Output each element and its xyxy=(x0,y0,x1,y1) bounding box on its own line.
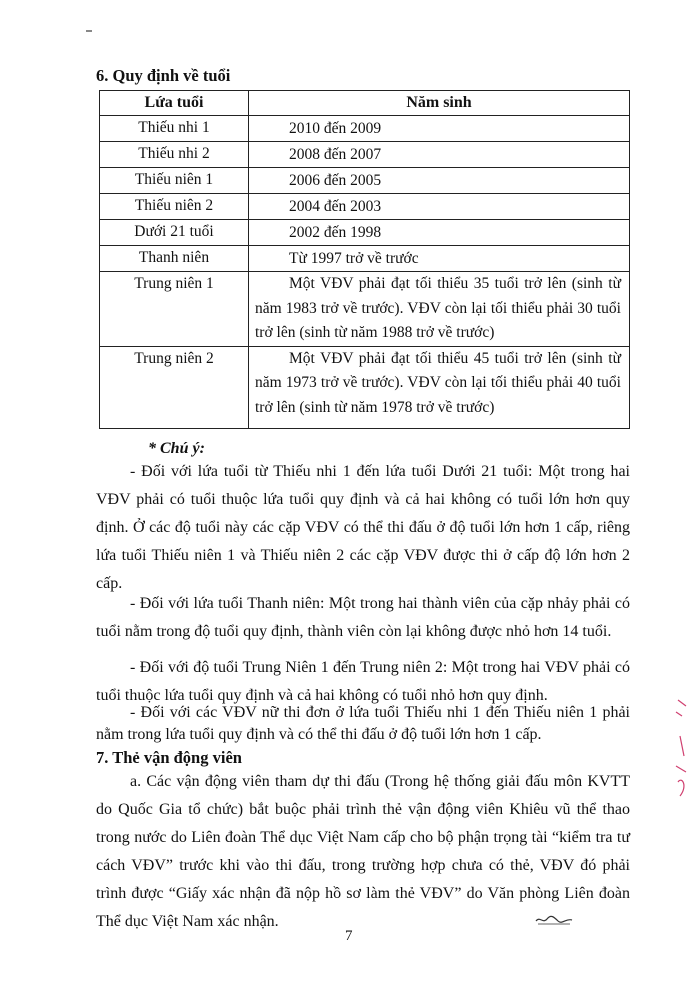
cell-birth-year: 2008 đến 2007 xyxy=(249,142,630,168)
cell-age-group: Thanh niên xyxy=(100,246,249,272)
table-row xyxy=(100,272,630,347)
section-heading-age: 6. Quy định về tuổi xyxy=(96,66,231,85)
cell-birth-year: 2010 đến 2009 xyxy=(249,116,630,142)
note-paragraph: - Đối với độ tuổi Trung Niên 1 đến Trung niên 2: Một trong hai VĐV phải có tuổi thuộc lứa tuổi quy định và cả hai không có tuổi nhỏ hơn quy định. xyxy=(96,659,630,704)
header-birth-year: Năm sinh xyxy=(249,91,630,116)
cell-age-group: Trung niên 1 xyxy=(100,272,249,347)
signature-mark xyxy=(534,912,574,928)
header-age-group: Lứa tuổi xyxy=(100,91,249,116)
cell-age-group: Trung niên 2 xyxy=(100,346,249,429)
note-paragraph: - Đối với lứa tuổi từ Thiếu nhi 1 đến lứa tuổi Dưới 21 tuổi: Một trong hai VĐV phải có tuổi thuộc lứa tuổi quy định và cả hai không có tuổi lớn hơn quy định. Ở các độ tuổi này các cặp VĐV có thể thi đấu ở độ tuổi lớn hơn 1 cấp, riêng lứa tuổi Thiếu niên 1 và Thiếu niên 2 các cặp VĐV được thi ở cấp độ lớn hơn 2 cấp. xyxy=(96,463,630,592)
cell-age-group: Thiếu nhi 1 xyxy=(100,116,249,142)
cell-age-group: Dưới 21 tuổi xyxy=(100,220,249,246)
table-row xyxy=(100,116,630,142)
age-table xyxy=(99,90,630,429)
cell-birth-year: 2002 đến 1998 xyxy=(249,220,630,246)
cell-birth-year: 2006 đến 2005 xyxy=(249,168,630,194)
cell-age-group: Thiếu niên 1 xyxy=(100,168,249,194)
note-paragraph: - Đối với các VĐV nữ thi đơn ở lứa tuổi Thiếu nhi 1 đến Thiếu niên 1 phải nằm trong lứa tuổi quy định và có thể thi đấu ở độ tuổi lớn hơn 1 cấp. xyxy=(96,704,630,743)
page-number: 7 xyxy=(345,928,353,944)
note-paragraph: - Đối với lứa tuổi Thanh niên: Một trong hai thành viên của cặp nhảy phải có tuổi nằm trong độ tuổi quy định, thành viên còn lại không được nhỏ hơn 14 tuổi. xyxy=(96,595,630,640)
athlete-card-paragraph: a. Các vận động viên tham dự thi đấu (Trong hệ thống giải đấu môn KVTT do Quốc Gia tổ chức) bắt buộc phải trình thẻ vận động viên Khiêu vũ thể thao trong nước do Liên đoàn Thể dục Việt Nam cấp cho bộ phận trọng tài “kiểm tra tư cách VĐV” trước khi vào thi đấu, trong trường hợp chưa có thẻ, VĐV đó phải trình được “Giấy xác nhận đã nộp hồ sơ làm thẻ VĐV” do Văn phòng Liên đoàn Thể dục Việt Nam xác nhận. xyxy=(96,773,630,930)
cell-birth-year xyxy=(249,346,630,429)
section-heading-athlete-card: 7. Thẻ vận động viên xyxy=(96,748,242,767)
margin-handwriting xyxy=(668,696,698,806)
cell-birth-year-text: Một VĐV phải đạt tối thiểu 35 tuổi trở lên (sinh từ năm 1983 trở về trước). VĐV còn lại tối thiểu phải 30 tuổi trở lên (sinh từ năm 1988 trở về trước) xyxy=(255,275,621,341)
scan-mark xyxy=(86,30,92,32)
cell-birth-year-text: Một VĐV phải đạt tối thiểu 45 tuổi trở lên (sinh từ năm 1973 trở về trước). VĐV còn lại tối thiểu phải 40 tuổi trở lên (sinh từ năm 1978 trở về trước) xyxy=(255,349,621,416)
cell-birth-year xyxy=(249,272,630,347)
table-row xyxy=(100,168,630,194)
table-row xyxy=(100,246,630,272)
table-row xyxy=(100,346,630,429)
note-title: * Chú ý: xyxy=(148,440,205,457)
cell-birth-year: 2004 đến 2003 xyxy=(249,194,630,220)
cell-birth-year: Từ 1997 trở về trước xyxy=(249,246,630,272)
table-row xyxy=(100,194,630,220)
table-row xyxy=(100,220,630,246)
cell-age-group: Thiếu niên 2 xyxy=(100,194,249,220)
table-row xyxy=(100,142,630,168)
table-header-row xyxy=(100,91,630,116)
cell-age-group: Thiếu nhi 2 xyxy=(100,142,249,168)
